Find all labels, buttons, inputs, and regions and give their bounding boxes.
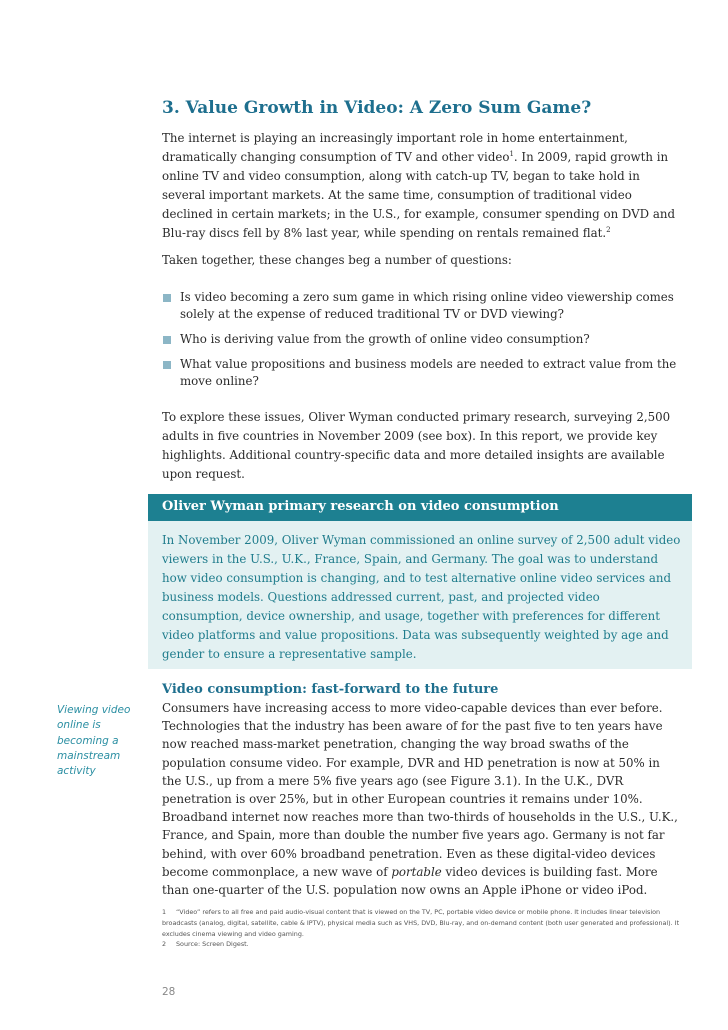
- list-item: [162, 289, 682, 323]
- section-heading: 3. Value Growth in Video: A Zero Sum Game?: [162, 98, 592, 118]
- footnote-number: 2: [162, 940, 167, 949]
- footnote-number: 1: [162, 908, 167, 916]
- bullet-text: Who is deriving value from the growth of online video consumption?: [180, 332, 590, 346]
- subheading: Video consumption: fast-forward to the future: [162, 682, 499, 697]
- page-number: 28: [162, 986, 176, 998]
- intro-paragraph: [162, 129, 682, 243]
- consumption-emphasis: portable: [391, 864, 442, 879]
- footnote-text: Source: Screen Digest.: [176, 940, 249, 949]
- bullet-text: What value propositions and business models are needed to extract value from the move online?: [180, 357, 677, 388]
- list-item: [162, 331, 682, 348]
- consumption-text-a: Consumers have increasing access to more video-capable devices than ever before. Technologies that the industry has been aware of for the past five to ten years have now reached mass-market penetration, changing the way broad swaths of the population consume video. For example, DVR and HD penetration is now at 50% in the U.S., up from a mere 5% five years ago (see Figure 3.1). In the U.K., DVR penetration is over 25%, but in other European countries it remains under 10%. Broadband internet now reaches more than two-thirds of households in the U.S., U.K., France, and Spain, more than double the number five years ago. Germany is not far behind, with over 60% broadband penetration. Even as these digital-video devices become commonplace, a new wave of: [162, 701, 678, 879]
- footnote-text: “Video” refers to all free and paid audio-visual content that is viewed on the TV, PC, portable video device or mobile phone. It includes linear television broadcasts (analog, digital, satellite, cable & IPTV), physical media such as VHS, DVD, Blu-ray, and on-demand content (both user generated and professional). It excludes cinema viewing and video gaming.: [162, 908, 680, 938]
- square-bullet-icon: [163, 294, 171, 302]
- question-list: [162, 289, 682, 398]
- research-paragraph: To explore these issues, Oliver Wyman conducted primary research, surveying 2,500 adults in five countries in November 2009 (see box). In this report, we provide key highlights. Additional country-specific data and more detailed insights are available upon request.: [162, 410, 671, 481]
- consumption-text-b: video devices is building fast. More than one-quarter of the U.S. population now owns an Apple iPhone or video iPod.: [162, 864, 658, 898]
- research-box-header: [148, 494, 692, 521]
- consumption-paragraph: [162, 699, 682, 899]
- list-item: [162, 356, 682, 390]
- questions-lead: Taken together, these changes beg a number of questions:: [162, 253, 512, 267]
- research-box-text: In November 2009, Oliver Wyman commissioned an online survey of 2,500 adult video viewers in the U.S., U.K., France, Spain, and Germany. The goal was to understand how video consumption is changing, and to test alternative online video services and business models. Questions addressed current, past, and projected video consumption, device ownership, and usage, together with preferences for different video platforms and value propositions. Data was subsequently weighted by age and gender to ensure a representative sample.: [162, 533, 681, 661]
- footnote-1: [162, 907, 682, 939]
- research-box-title: Oliver Wyman primary research on video consumption: [162, 499, 559, 514]
- intro-text-b: . In 2009, rapid growth in online TV and video consumption, along with catch-up TV, began to take hold in several important markets. At the same time, consumption of traditional video declined in certain markets; in the U.S., for example, consumer spending on DVD and Blu-ray discs fell by 8% last year, while spending on rentals remained flat.: [162, 150, 676, 240]
- pull-quote: Viewing video online is becoming a mainstream activity: [57, 704, 131, 778]
- square-bullet-icon: [163, 361, 171, 369]
- footnote-ref-2[interactable]: 2: [606, 226, 611, 235]
- square-bullet-icon: [163, 336, 171, 344]
- footnotes: [162, 907, 682, 950]
- bullet-text: Is video becoming a zero sum game in which rising online video viewership comes solely at the expense of reduced traditional TV or DVD viewing?: [180, 290, 674, 321]
- research-box-body: [148, 521, 692, 669]
- intro-text-a: The internet is playing an increasingly important role in home entertainment, dramatically changing consumption of TV and other video: [162, 131, 628, 164]
- footnote-ref-1[interactable]: 1: [509, 150, 514, 159]
- footnote-2: [162, 939, 682, 950]
